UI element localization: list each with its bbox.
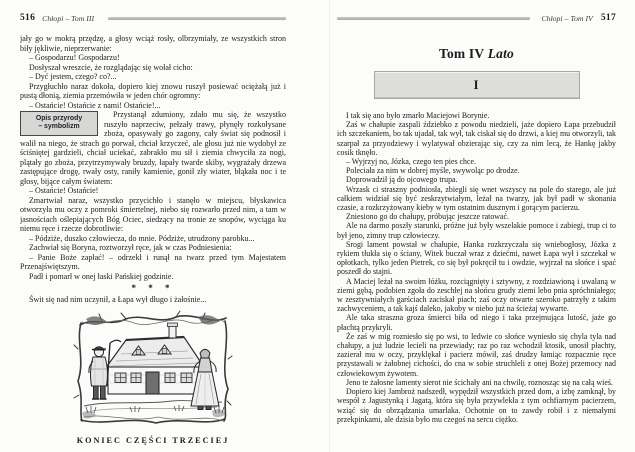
paragraph: – Pódziże, duszko człowiecza, do mnie. Pódziże, utrudzony parobku... (29, 233, 255, 243)
part-end-caption: KONIEC CZĘŚCI TRZECIEJ (76, 435, 230, 445)
paragraph: Ale na darmo poszły starunki, próżne już były wszelakie pomoce i zabiegi, trup ci to był jeno, zimny trup człowieczy. (337, 221, 616, 240)
body-text-left-after-separator (20, 295, 286, 305)
paragraph: Że zaś w mig rozniesło się po wsi, to ledwie co słońce wyniesło się chyla tyla nad chałupy, a już ludzie lecieli na przewiady; raz po raz wchodził ktosik, unosił płachty, zazierał mu w oczy, przyklękał i pacierz mówił, zaś drudzy łamiąc rozpacznie ręce przystawali w żałobnej cichości, do cna w sobie struchleli z onej Bożej przemocy nad człowiekowym żywotem. (337, 331, 616, 378)
margin-note-box (20, 111, 98, 136)
page-left (20, 0, 286, 452)
margin-note-line: – symbolizm (38, 123, 80, 131)
paragraph: Poleciała za nim w dobrej myśle, swywoląc po drodze. (346, 166, 520, 176)
paragraph: Dopiero kiej Jambroż nadszedł, wypędził wszystkich przed dom, a izbę zamknął, by wespół z Jagustynką i Jagatą, która się była przywlekła z tym ochfiarnym pacierzem, wziąć się do obrządzania umarlaka. Ochotnie on to zawdy robił i z niemałymi przekpinkami, ale dzisia było mu czegoś na sercu ciężko. (337, 387, 616, 424)
paragraph: Zniesiono go do chałupy, próbując jeszcze ratować. (346, 212, 509, 222)
page-header-left (20, 13, 286, 23)
paragraph: Ale taka straszna groza śmierci biła od niego i taka przejmująca lutość, jaże go płachtą przykryli. (337, 313, 616, 332)
paragraph: – Ostańcie! Ostańcie z nami! Ostańcie!... (29, 100, 161, 110)
margin-note-line: Opis przyrody (35, 115, 83, 122)
paragraph: Zaś w chałupie zaspali ździebko z powodu niedzieli, jaże dopiero Łapa przebudził ich szczekaniem, bo tak ujadał, tak wył, tak ciskał się do drzwi, a kiej mu otworzyli, tak szarpał za przyodziewy i wylatywał obzierając się, czy za nim lecą, że Hankę jakby cosik tknęło. (337, 120, 616, 157)
page-right (337, 0, 616, 452)
paragraph: Zachwiał się Boryna, roztworzył ręce, jak w czas Podniesienia: (29, 243, 232, 252)
paragraph: Zmartwiał naraz, wszystko przycichło i stanęło w miejscu, błyskawica otworzyła mu oczy z pomroki śmiertelnej, niebo się rozwarło przed nim, a tam w jasnościach oślepiających Bóg Ociec, siedzący na tronie ze snopów, wyciąga ku niemu ręce i rzecze dobrotliwie: (20, 195, 286, 233)
paragraph: Przygłuchło naraz dokoła, dopiero kiej znowu ruszył posiewać ociężałą już i pustą dłonią, ziemia przemówiła w jeden chór ogromny: (20, 81, 286, 100)
cottage-with-peasants-illustration (72, 309, 234, 429)
body-text-right (337, 111, 616, 424)
paragraph: Wrzask ci straszny podniosła, zbiegli się wnet wszyscy na pole do starego, ale już całkiem widział się być zeskrzytwiałym, leżał na twarzy, jak był padł w skonania czasie, a rozkrzyżowany kieby w tym ostatnim dusznym i gorącym pacierzu. (337, 184, 616, 213)
page-header-right (337, 13, 616, 23)
paragraph: Doprowadził ją do ojcowego trupa. (346, 175, 458, 185)
page-gutter-divider (329, 0, 330, 452)
paragraph: Padł i pomarł w onej łaski Pańskiej godzinie. (29, 271, 174, 281)
cottage (105, 323, 204, 394)
paragraph: – Ostańcie! Ostańcie! (29, 186, 99, 195)
paragraph: – Panie Boże zapłać! – odrzekł i runął na twarz przed tym Majestatem Przenajświętszym. (20, 252, 286, 271)
header-rule-left (108, 17, 286, 20)
illustration-drawing (72, 309, 234, 429)
paragraph: Srogi lament powstał w chałupie, Hanka rozkrzyczała się wniebogłosy, Józka z rykiem tłukła się o ściany, Witek buczał wraz z dziećmi, nawet Łapa wył i szczekał w opłotkach, tylko jeden Pietrek, co się był pokręcił tu i owdzie, wyjrzał na słońce i spać poszedł do stajni. (337, 239, 616, 277)
paragraph: Jeno te żałosne lamenty sierot nie ścichały ani na chwilę, roznosząc się na całą wieś. (346, 377, 613, 387)
paragraph: – Wyjrzyj no, Józka, czego ten pies chce. (346, 157, 476, 167)
chapter-heading-bar (374, 71, 580, 99)
paragraph: – Gospodarzu! Gospodarzu! (29, 53, 120, 62)
paragraph: Świt się nad nim uczynił, a Łapa wył długo i żałośnie... (29, 295, 207, 304)
page-number-left: 516 (20, 13, 36, 23)
page-number-right: 517 (600, 13, 616, 23)
volume-title (337, 46, 616, 62)
paragraph: I tak się ano było zmarło Maciejowi Borynie. (346, 111, 490, 120)
chapter-number: I (473, 78, 480, 92)
volume-title-season: Lato (487, 46, 514, 61)
paragraph: A Maciej leżał na swoim łóżku, rozciągnięty i sztywny, z rozdziawioną i uwalaną w ziemi gębą, podobien zgoła do zeschłej na słońcu grudy ziemi lebo pnia spróchniałego; w zesztywniałych garściach zaciskał piach; zaś oczy otwarte szeroko patrzyły z takim zachwyceniem, a tak kajś daleko, jakoby w niebo już na ścieżaj wywarte. (337, 276, 616, 314)
paragraph: Opis przyrody – symbolizm Przystanął zdumiony, zdało mu się, że wszystko ruszyło naprzeciw, pełzały trawy, płynęły rozkołysane zboża, opasywały go zagony, cały świat się podnosił i walił na niego, że strach go porwał, chciał krzyczeć, ale głosu już nie wydobył ze ściśniętej gardzieli, chciał uciekać, zabrakło mu sił i ziemia chwyciła za nogi, plątały go zboża, przytrzymywały bruzdy, łapały twarde skiby, wygrażały drzewa zastępujące drogę, rwały osty, raniły kamienie, gonił zły wiater, błąkała noc i te głosy, bijące całym światem: (20, 110, 286, 186)
running-title-right: Chłopi – Tom IV (541, 13, 593, 23)
paragraph: jały go w mokrą przędzę, a głosy wciąż rosły, olbrzymiały, ze wszystkich stron biły jękliwie, nieprzerwanie: (20, 34, 286, 53)
running-title-left: Chłopi – Tom III (42, 13, 95, 23)
section-separator: * * * (131, 283, 175, 293)
header-rule-right (337, 17, 530, 20)
paragraph: Dosłyszał wreszcie, że rozglądając się wołał cicho: (29, 62, 193, 72)
volume-title-main: Tom IV (439, 46, 485, 61)
paragraph: – Dyć jestem, czego? co?... (29, 72, 117, 81)
body-text-left (20, 34, 286, 281)
